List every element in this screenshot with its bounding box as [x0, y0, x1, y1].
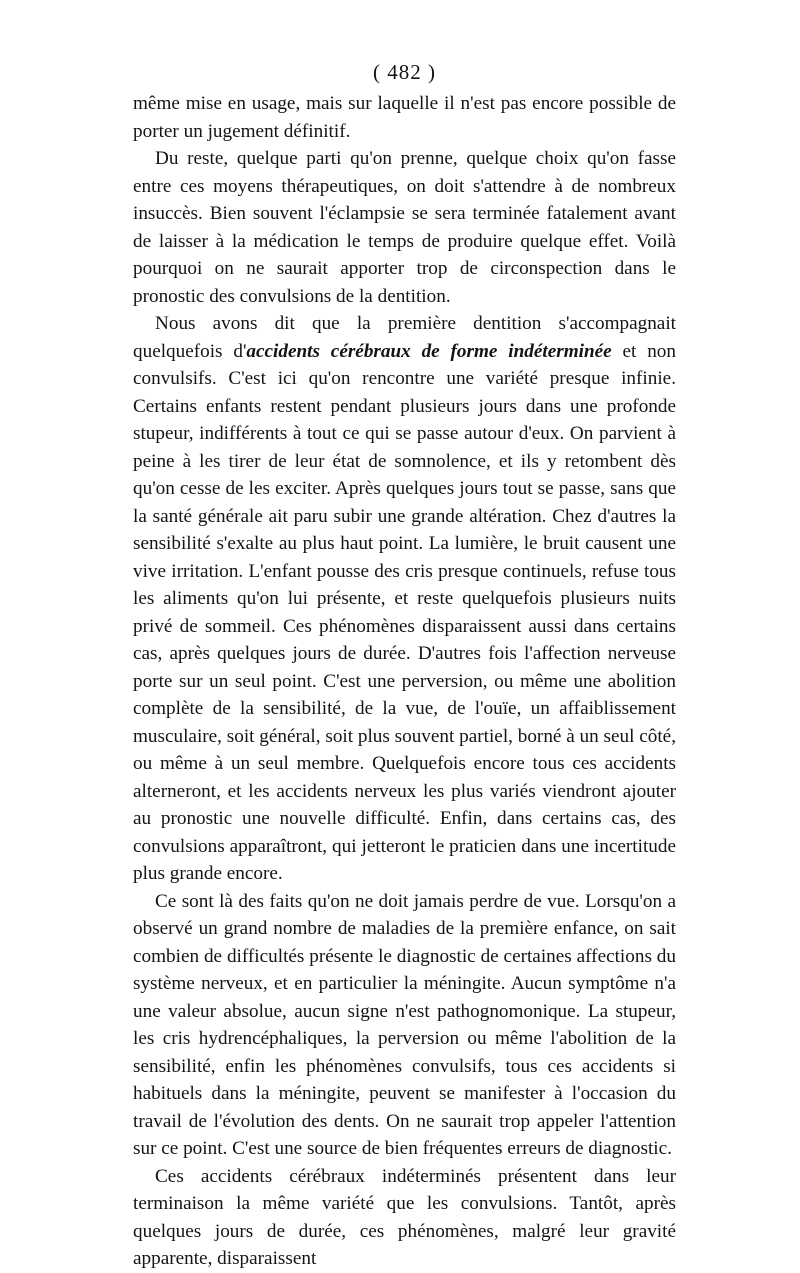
book-page — [133, 56, 676, 1273]
emphasized-phrase: accidents cérébraux de forme indéterminée — [246, 340, 612, 362]
paragraph-continuation: même mise en usage, mais sur laquelle il n'est pas encore possible de porter un jugement définitif. — [133, 93, 676, 142]
paragraph-text-after: et non convulsifs. C'est ici qu'on rencontre une variété presque infinie. Certains enfants restent pendant plusieurs jours dans une profonde stupeur, indifférents à tout ce qui se passe autour d'eux. On parvient à peine à les tirer de leur état de somnolence, et ils y retombent dès qu'on cesse de les exciter. Après quelques jours tout se passe, sans que la santé générale ait paru subir une grande altération. Chez d'autres la sensibilité s'exalte au plus haut point. La lumière, le bruit causent une vive irritation. L'enfant pousse des cris presque continuels, refuse tous les aliments qu'on lui présente, et reste quelquefois plusieurs nuits privé de sommeil. Ces phénomènes disparaissent aussi dans certains cas, après quelques jours de durée. D'autres fois l'affection nerveuse porte sur un seul point. C'est une perversion, ou même une abolition complète de la sensibilité, de la vue, de l'ouïe, un affaiblissement musculaire, soit général, soit plus souvent partiel, borné à un seul côté, ou même à un seul membre. Quelquefois encore tous ces accidents alterneront, et les accidents nerveux les plus variés viendront ajouter au pronostic une nouvelle difficulté. Enfin, dans certains cas, des convulsions apparaîtront, qui jetteront le praticien dans une incertitude plus grande encore. — [133, 340, 676, 884]
paragraph-insuccess: Du reste, quelque parti qu'on prenne, quelque choix qu'on fasse entre ces moyens thérapeutiques, on doit s'attendre à de nombreux insuccès. Bien souvent l'éclampsie se sera terminée fatalement avant de laisser à la médication le temps de produire quelque effet. Voilà pourquoi on ne saurait apporter trop de circonspection dans le pronostic des convulsions de la dentition. — [133, 148, 676, 307]
paragraph-text-before: Nous avons dit que la première dentition s'accompagnait quelquefois d' — [133, 313, 676, 362]
paragraph-cerebral-accidents — [133, 310, 676, 888]
paragraph-termination: Ces accidents cérébraux indéterminés présentent dans leur terminaison la même variété que les convulsions. Tantôt, après quelques jours de durée, ces phénomènes, malgré leur gravité apparente, disparaissent — [133, 1165, 676, 1269]
paragraph-diagnosis: Ce sont là des faits qu'on ne doit jamais perdre de vue. Lorsqu'on a observé un grand nombre de maladies de la première enfance, on sait combien de difficultés présente le diagnostic de certaines affections du système nerveux, et en particulier la méningite. Aucun symptôme n'a une valeur absolue, aucun signe n'est pathognomonique. La stupeur, les cris hydrencéphaliques, la perversion ou même l'abolition de la sensibilité, enfin les phénomènes convulsifs, tous ces accidents si habituels dans la méningite, peuvent se manifester à l'occasion du travail de l'évolution des dents. On ne saurait trop appeler l'attention sur ce point. C'est une source de bien fréquentes erreurs de diagnostic. — [133, 890, 676, 1159]
page-number: ( 482 ) — [373, 60, 436, 84]
